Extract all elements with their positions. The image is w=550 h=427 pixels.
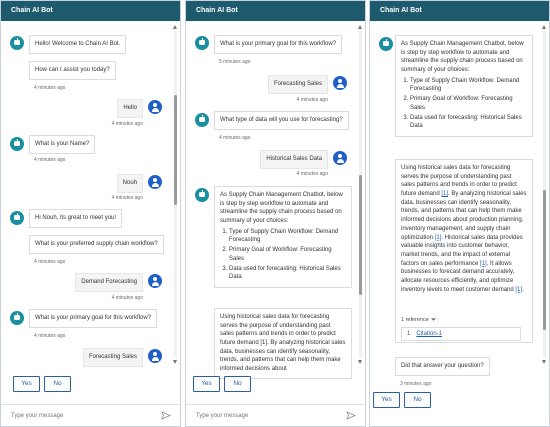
user-icon <box>333 76 347 90</box>
scroll-up-icon[interactable] <box>358 25 362 29</box>
scrollbar-thumb[interactable] <box>174 95 177 205</box>
message-timestamp: 4 minutes ago <box>296 97 328 103</box>
message-input[interactable]: Type your message <box>11 413 64 419</box>
message-input[interactable]: Type your message <box>196 413 249 419</box>
chat-panel-2 <box>185 0 366 427</box>
scrollbar[interactable] <box>173 25 178 364</box>
bot-icon <box>10 211 24 225</box>
message-timestamp: 4 minutes ago <box>296 171 328 177</box>
yes-button[interactable]: Yes <box>193 376 220 392</box>
scrollbar[interactable] <box>358 25 363 364</box>
bot-icon <box>10 137 24 151</box>
user-icon <box>148 175 162 189</box>
summary-item: 1. Type of Supply Chain Workflow: Demand Forecasting <box>229 228 346 245</box>
citation-link[interactable]: [1] <box>515 286 523 293</box>
message-timestamp: 4 minutes ago <box>111 295 143 301</box>
bot-detail-message: Using historical sales data for forecasting serves the purpose of understanding past sales patterns and trends in order to predict future demand [1]. By analyzing historical sales data, businesses can identify seasonality, trends, and patterns that can help them make informed decisions about production planning, inventory management, and supply chain optimization [1]. Historical sales data provides valuable insights into customer behavior, market trends, and the impact of external factors on sales performance [1]. It allows businesses to forecast demand accurately, allocate resources efficiently, and optimize inventory levels to meet customer demand [1]. <box>395 159 533 343</box>
summary-intro: As Supply Chain Management Chatbot, below is step by step workflow to automate and streamline the supply chain process based on summary of your choices: <box>401 41 524 74</box>
scroll-down-icon[interactable] <box>358 360 362 364</box>
message-timestamp: 4 minutes ago <box>219 135 251 141</box>
user-message: Forecasting Sales <box>268 75 328 94</box>
user-message: Forecasting Sales <box>83 348 143 367</box>
message-timestamp: 3 minutes ago <box>400 381 432 387</box>
message-timestamp: 4 minutes ago <box>111 195 143 201</box>
chat-header-title: Chain AI Bot <box>186 1 365 21</box>
message-timestamp: 4 minutes ago <box>111 121 143 127</box>
bot-icon <box>379 37 393 51</box>
bot-icon <box>195 36 209 50</box>
message-timestamp: 4 minutes ago <box>34 157 66 163</box>
user-icon <box>148 349 162 363</box>
message-timestamp: 4 minutes ago <box>34 85 66 91</box>
summary-item: 2. Primary Goal of Workflow: Forecasting Sales <box>410 95 527 112</box>
bot-icon <box>10 311 24 325</box>
scrollbar[interactable] <box>542 25 547 364</box>
bot-icon <box>10 36 24 50</box>
chevron-down-icon <box>431 316 435 320</box>
send-icon[interactable] <box>347 412 355 419</box>
summary-list <box>401 77 527 131</box>
scroll-down-icon[interactable] <box>173 360 177 364</box>
message-timestamp: 4 minutes ago <box>34 333 66 339</box>
chat-header-title: Chain AI Bot <box>1 1 180 21</box>
send-icon[interactable] <box>162 412 170 419</box>
summary-item: 1. Type of Supply Chain Workflow: Demand Forecasting <box>410 77 527 94</box>
summary-item: 2. Primary Goal of Workflow: Forecasting Sales <box>229 246 346 263</box>
bot-summary-message <box>395 35 533 137</box>
no-button[interactable]: No <box>224 376 251 392</box>
scroll-up-icon[interactable] <box>542 25 546 29</box>
message-list[interactable] <box>1 21 171 366</box>
summary-item: 3. Data used for forecasting: Historical Sales Data <box>229 265 346 282</box>
scrollbar-thumb[interactable] <box>543 190 546 330</box>
summary-intro: As Supply Chain Management Chatbot, below is step by step workflow to automate and streamline the supply chain process based on summary of your choices: <box>220 192 343 225</box>
message-list[interactable] <box>370 21 539 387</box>
bot-icon <box>195 113 209 127</box>
chat-panel-3 <box>369 0 550 427</box>
bot-summary-message <box>214 186 352 288</box>
user-message: Nouh <box>117 174 143 193</box>
citation-number: 1 <box>407 331 411 337</box>
bot-detail-message: Using historical sales data for forecasting serves the purpose of understanding past sales patterns and trends in order to predict future demand [1]. By analyzing historical sales data, businesses can identify seasonality, trends, and patterns that can help them make informed decisions about <box>214 308 352 379</box>
user-icon <box>148 274 162 288</box>
bot-message: What is your preferred supply chain workflow? <box>29 235 164 254</box>
message-timestamp: 4 minutes ago <box>34 259 66 265</box>
scroll-down-icon[interactable] <box>542 360 546 364</box>
citation-title-link[interactable]: Citation-1 <box>416 331 443 337</box>
bot-message: What type of data will you use for forecasting? <box>214 111 349 130</box>
yes-button[interactable]: Yes <box>373 392 400 408</box>
bot-message: Did that answer your question? <box>395 357 490 376</box>
no-button[interactable]: No <box>404 392 431 408</box>
citation-card[interactable] <box>401 327 521 341</box>
chat-panel-1 <box>0 0 181 427</box>
no-button[interactable]: No <box>44 376 71 392</box>
bot-message: Hello! Welcome to Chain AI Bot. <box>29 35 126 54</box>
bot-message: Hi Nouh, its great to meet you! <box>29 209 122 228</box>
scrollbar-thumb[interactable] <box>359 175 362 295</box>
message-input-bar[interactable] <box>186 404 365 426</box>
citation-link[interactable]: [1] <box>441 191 449 198</box>
bot-message: How can I assist you today? <box>29 61 116 80</box>
user-message: Hello <box>117 99 143 118</box>
message-input-bar[interactable] <box>1 404 180 426</box>
bot-message: What is your primary goal for this workflow? <box>29 309 157 328</box>
scroll-up-icon[interactable] <box>173 25 177 29</box>
bot-icon <box>195 188 209 202</box>
yes-button[interactable]: Yes <box>13 376 40 392</box>
bot-message: What is your Name? <box>29 135 95 154</box>
message-timestamp: 5 minutes ago <box>219 59 251 65</box>
user-icon <box>333 151 347 165</box>
summary-item: 3. Data used for forecasting: Historical Sales Data <box>410 114 527 131</box>
citation-link[interactable]: [1] <box>480 260 487 267</box>
user-message: Historical Sales Data <box>260 150 328 169</box>
chat-header-title: Chain AI Bot <box>370 1 549 21</box>
summary-list <box>220 228 346 282</box>
user-icon <box>148 100 162 114</box>
user-message: Demand Forecasting <box>75 273 143 292</box>
message-list[interactable] <box>186 21 356 373</box>
reference-toggle[interactable]: 1 reference <box>401 317 435 323</box>
bot-message: What is your primary goal for this workflow? <box>214 35 342 54</box>
citation-link[interactable]: [1] <box>434 234 442 241</box>
